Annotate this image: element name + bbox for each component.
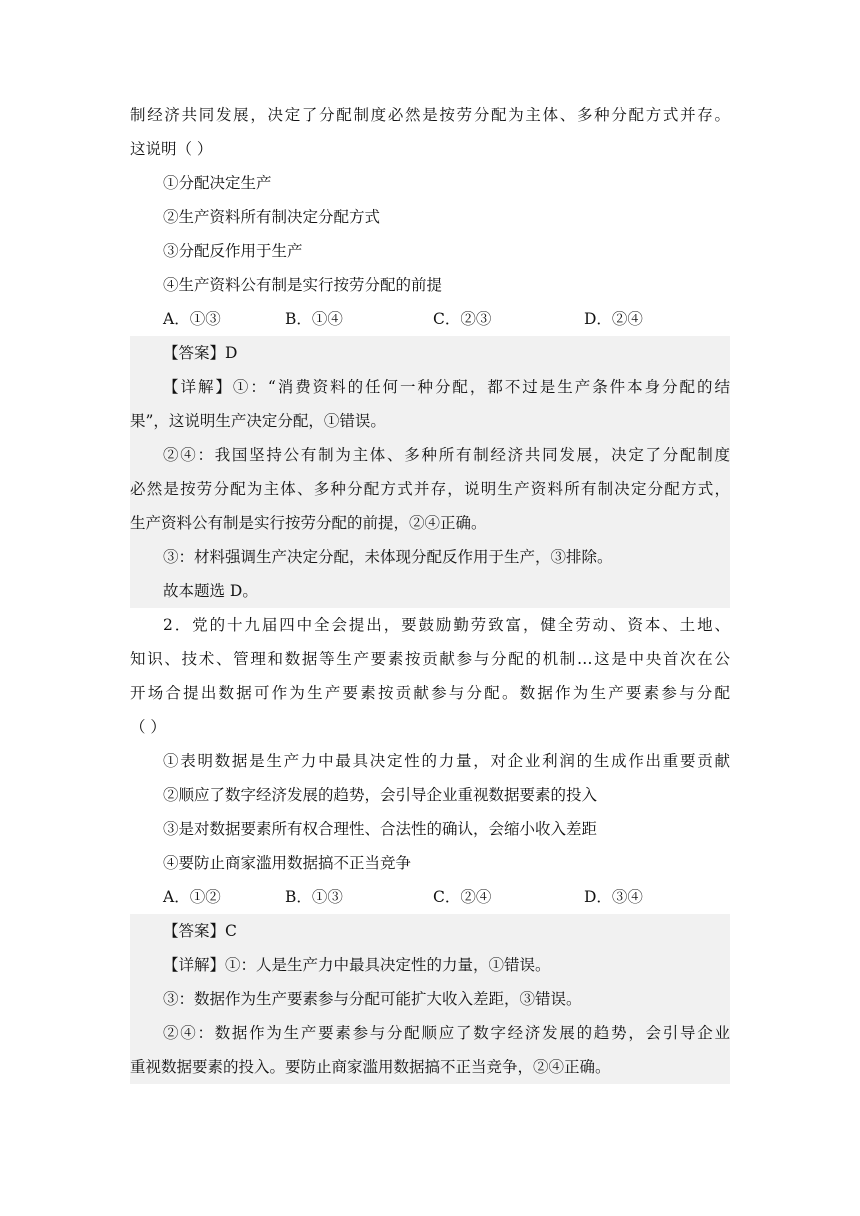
q1-statement: ②生产资料所有制决定分配方式 [163,208,381,226]
q2-answer: 【答案】C [163,922,237,940]
q1-explanation-line: 果”，这说明生产决定分配，①错误。 [130,412,386,430]
q2-statement: ④要防止商家滥用数据搞不正当竞争 [163,854,412,872]
q2-explanation-line: ②④：数据作为生产要素参与分配顺应了数字经济发展的趋势，会引导企业 [163,1024,730,1042]
q2-options [130,880,730,914]
q2-stem-line: 2．党的十九届四中全会提出，要鼓励勤劳致富，健全劳动、资本、土地、 [163,616,730,634]
q2-option-c: C．②④ [433,888,492,906]
q2-answer-block [130,914,730,1084]
q1-option-a: A．①③ [163,310,221,328]
q1-explanation-line: 生产资料公有制是实行按劳分配的前提，②④正确。 [130,514,487,532]
q2-option-d: D．③④ [584,888,643,906]
q1-statement: ③分配反作用于生产 [163,242,303,260]
q2-stem-line: 知识、技术、管理和数据等生产要素按贡献参与分配的机制…这是中央首次在公 [130,650,730,668]
q2-explanation-line: 【详解】①：人是生产力中最具决定性的力量，①错误。 [163,956,551,974]
q2-explanation-line: ③：数据作为生产要素参与分配可能扩大收入差距，③错误。 [163,990,582,1008]
q2-stem-line: 开场合提出数据可作为生产要素按贡献参与分配。数据作为生产要素参与分配 [130,684,730,702]
q2-statement: ②顺应了数字经济发展的趋势，会引导企业重视数据要素的投入 [163,786,598,804]
q2-explanation-line: 重视数据要素的投入。要防止商家滥用数据搞不正当竞争，②④正确。 [130,1058,611,1076]
q2-statement: ①表明数据是生产力中最具决定性的力量，对企业利润的生成作出重要贡献 [163,752,730,770]
q1-explanation-line: 必然是按劳分配为主体、多种分配方式并存，说明生产资料所有制决定分配方式， [130,480,730,498]
q2-option-b: B．①③ [285,888,343,906]
q1-options [130,302,730,336]
q1-option-b: B．①④ [285,310,343,328]
q1-explanation-line: 【详解】①：“消费资料的任何一种分配，都不过是生产条件本身分配的结 [163,378,730,396]
q1-explanation-line: ②④：我国坚持公有制为主体、多种所有制经济共同发展，决定了分配制度 [163,446,730,464]
q1-statement: ①分配决定生产 [163,174,272,192]
q2-statement: ③是对数据要素所有权合理性、合法性的确认，会缩小收入差距 [163,820,598,838]
q1-stem-line: 制经济共同发展，决定了分配制度必然是按劳分配为主体、多种分配方式并存。 [130,106,730,124]
q1-answer-block [130,336,730,608]
document-content [130,98,730,1084]
q2-option-a: A．①② [163,888,221,906]
q2-stem-line: （ ） [130,718,166,736]
q1-stem-line: 这说明（ ） [130,140,213,158]
q1-explanation-line: 故本题选 D。 [163,582,258,600]
q1-answer: 【答案】D [163,344,238,362]
q1-option-c: C．②③ [433,310,492,328]
q1-explanation-line: ③：材料强调生产决定分配，未体现分配反作用于生产，③排除。 [163,548,613,566]
q1-option-d: D．②④ [584,310,643,328]
q1-statement: ④生产资料公有制是实行按劳分配的前提 [163,276,443,294]
